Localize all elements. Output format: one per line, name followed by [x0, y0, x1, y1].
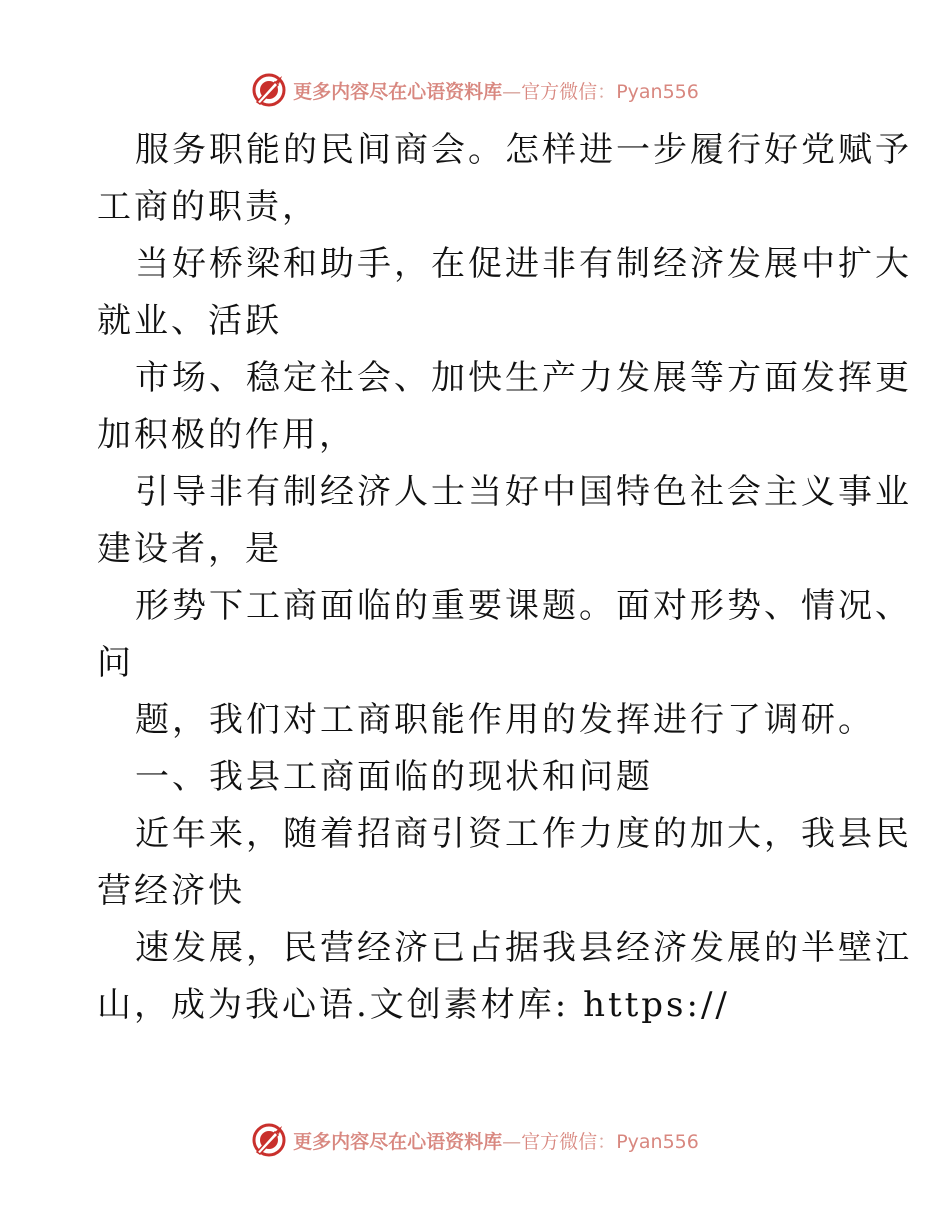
body-line: 当好桥梁和助手，在促进非有制经济发展中扩大 — [135, 244, 912, 284]
body-line: 服务职能的民间商会。怎样进一步履行好党赋予 — [135, 130, 912, 170]
document-body — [97, 122, 912, 1034]
body-line: 一、我县工商面临的现状和问题 — [135, 757, 653, 797]
body-line: 建设者，是 — [97, 529, 282, 569]
body-line: 近年来，随着招商引资工作力度的加大，我县民 — [135, 814, 912, 854]
body-line: 营经济快 — [97, 871, 245, 911]
footer-watermark — [0, 1120, 950, 1160]
quill-logo-icon — [251, 72, 287, 108]
body-line: 工商的职责， — [97, 187, 319, 227]
body-line: 就业、活跃 — [97, 301, 282, 341]
body-line: 市场、稳定社会、加快生产力发展等方面发挥更 — [135, 358, 912, 398]
watermark-id: Pyan556 — [616, 80, 699, 103]
body-line: 加积极的作用， — [97, 415, 356, 455]
watermark-label: 官方微信 — [521, 80, 598, 103]
body-line: 引导非有制经济人士当好中国特色社会主义事业 — [135, 472, 912, 512]
watermark-separator: ： — [597, 1130, 617, 1153]
watermark-label: 官方微信 — [521, 1130, 598, 1153]
watermark-text — [293, 77, 699, 104]
watermark-separator: ： — [597, 80, 617, 103]
watermark-dash: — — [502, 1130, 522, 1153]
header-watermark — [0, 70, 950, 110]
watermark-dash: — — [502, 80, 522, 103]
watermark-id: Pyan556 — [616, 1130, 699, 1153]
body-line: 题，我们对工商职能作用的发挥进行了调研。 — [135, 700, 875, 740]
body-line: 山，成为我心语.文创素材库: https:// — [97, 985, 730, 1025]
body-line: 速发展，民营经济已占据我县经济发展的半壁江 — [135, 928, 912, 968]
watermark-brand: 更多内容尽在心语资料库 — [293, 1130, 503, 1153]
quill-logo-icon — [251, 1122, 287, 1158]
body-line: 形势下工商面临的重要课题。面对形势、情况、 — [135, 586, 912, 626]
watermark-brand: 更多内容尽在心语资料库 — [293, 80, 503, 103]
watermark-text — [293, 1127, 699, 1154]
body-line: 问 — [97, 643, 134, 683]
